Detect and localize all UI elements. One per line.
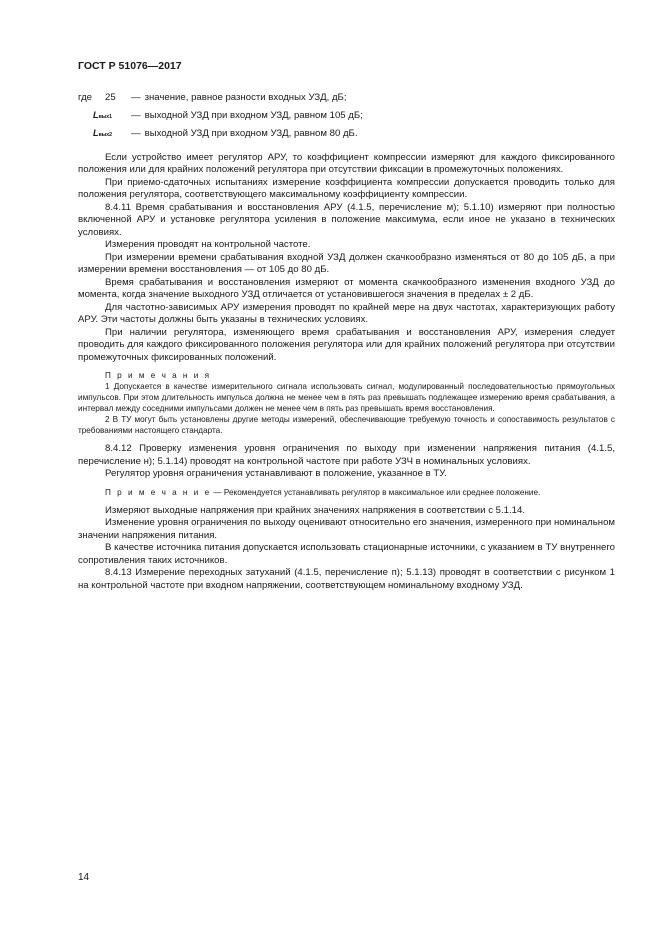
notes-title: П р и м е ч а н и я <box>105 371 212 380</box>
paragraph: 8.4.12 Проверку изменения уровня ограничения по выходу при изменении напряжения питания (4.1.5, перечисление н); 5.1.14) проводят на контрольной частоте при работе УЗЧ в номинальных условиях. <box>78 443 615 467</box>
paragraph: 8.4.13 Измерение переходных затуханий (4.1.5, перечисление п); 5.1.13) проводят в соответствии с рисунком 1 на контрольной частоте при входном напряжении, соответствующем номинальному входному УЗД. <box>78 567 615 591</box>
page-number: 14 <box>78 872 90 883</box>
legend-row-2 <box>78 127 615 142</box>
paragraph: Измеряют выходные напряжения при крайних значениях напряжения в соответствии с 5.1.14. <box>105 504 525 516</box>
document-header: ГОСТ Р 51076—2017 <box>78 60 182 72</box>
single-note <box>78 487 615 498</box>
where-lead: где <box>78 92 93 103</box>
where-text: значение, равное разности входных УЗД, дБ; <box>144 92 347 103</box>
paragraph: Измерения проводят на контрольной частоте. <box>105 239 311 250</box>
where-line <box>78 92 615 105</box>
document-body <box>78 92 615 592</box>
single-note-text: — Рекомендуется устанавливать регулятор в максимальное или среднее положение. <box>213 487 541 497</box>
legend-symbol-2: L вых 2 <box>93 128 112 138</box>
single-note-label: П р и м е ч а н и е <box>105 487 212 497</box>
paragraph: Время срабатывания и восстановления измеряют от момента скачкообразного изменения входного УЗД до момента, когда значение выходного УЗД отличается от установившегося значения в пределах ± 2 дБ. <box>78 276 615 300</box>
paragraph: 8.4.11 Время срабатывания и восстановления АРУ (4.1.5, перечисление м); 5.1.10) измеряют при полностью включенной АРУ и установке регулятора усиления в положение максимума, если иное не указано в технических условиях. <box>78 201 615 238</box>
legend-text-1: выходной УЗД при входном УЗД, равном 105 дБ; <box>144 109 363 121</box>
legend-dash-2: — <box>131 128 141 139</box>
legend-row-1 <box>78 109 615 124</box>
paragraph: Регулятор уровня ограничения устанавливают в положение, указанное в ТУ. <box>105 468 447 479</box>
legend-symbol-1: L вых 1 <box>93 109 112 120</box>
note-item: 1 Допускается в качестве измерительного сигнала использовать сигнал, модулированный последовательностью прямоугольных импульсов. При этом длительность импульса должна не менее чем в пять раз превышать подлежащее измерению время срабатывания, а интервал между соседними импульсами должен не менее чем в пять раз превышать время восстановления. <box>78 382 615 413</box>
paragraph: Изменение уровня ограничения по выходу оценивают относительно его значения, измеренного при номинальном значении напряжения питания. <box>78 517 615 541</box>
paragraph: В качестве источника питания допускается использовать стационарные источники, с указанием в ТУ внутреннего сопротивления таких источников. <box>78 542 615 566</box>
paragraph: При наличии регулятора, изменяющего время срабатывания и восстановления АРУ, измерения следует проводить для каждого фиксированного положения регулятора или для крайних положений регулятора при отсутствии промежуточных фиксированных положений. <box>78 326 615 363</box>
note-item: 2 В ТУ могут быть установлены другие методы измерений, обеспечивающие требуемую точность и сопоставимость результатов с требованиями настоящего стандарта. <box>78 415 615 435</box>
legend-dash-1: — <box>131 109 141 121</box>
where-symbol: 25 <box>105 92 116 103</box>
where-dash: — <box>131 92 141 103</box>
paragraph: При приемо-сдаточных испытаниях измерение коэффициента компрессии допускается проводить только для положения регулятора, соответствующего максимальному коэффициенту компрессии. <box>78 176 615 200</box>
paragraph: При измерении времени срабатывания входной УЗД должен скачкообразно изменяться от 80 до 105 дБ, а при измерении времени восстановления — от 105 до 80 дБ. <box>78 251 615 275</box>
legend-text-2: выходной УЗД при входном УЗД, равном 80 дБ. <box>144 128 358 139</box>
paragraph: Если устройство имеет регулятор АРУ, то коэффициент компрессии измеряют для каждого фиксированного положения или для крайних положений регулятора при отсутствии фиксации в промежуточных положениях. <box>78 151 615 175</box>
paragraph: Для частотно-зависимых АРУ измерения проводят по крайней мере на двух частотах, характеризующих работу АРУ. Эти частоты должны быть указаны в технических условиях. <box>78 301 615 325</box>
